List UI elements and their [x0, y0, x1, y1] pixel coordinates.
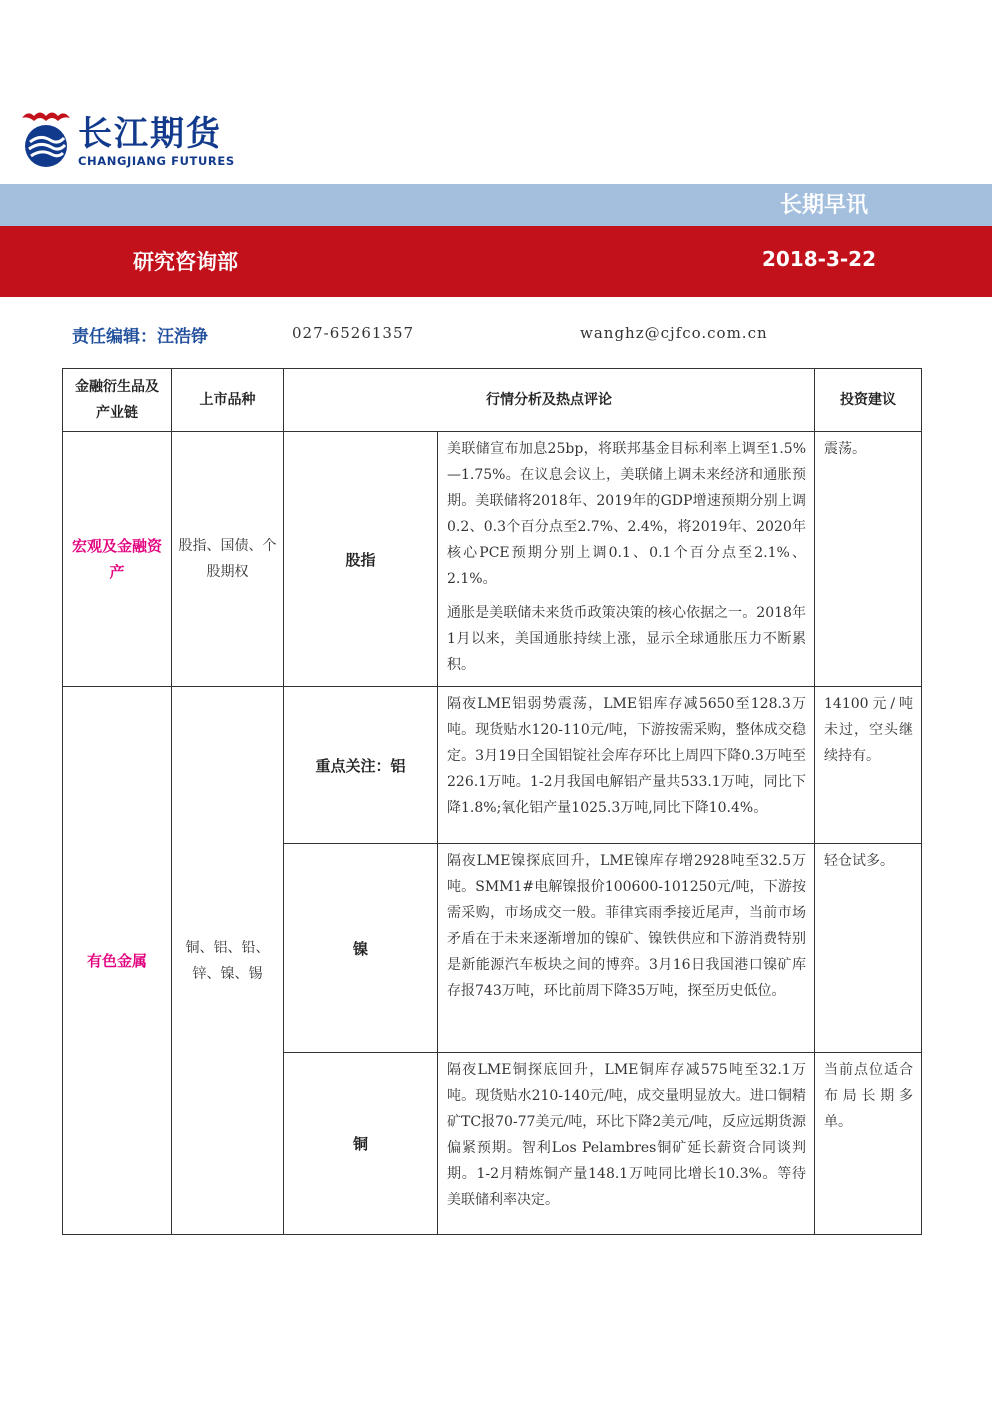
analysis-macro-p2: 通胀是美联储未来货币政策决策的核心依据之一。2018年1月以来，美国通胀持续上涨，显示全球通胀压力不断累积。	[447, 605, 806, 673]
advice-macro: 震荡。	[815, 432, 922, 687]
report-date: 2018-3-22	[762, 247, 877, 271]
editor-label: 责任编辑：汪浩铮	[72, 327, 208, 347]
advice-copper: 当前点位适合布局长期多单。	[815, 1053, 922, 1235]
report-table	[62, 368, 922, 1235]
logo-name-en: CHANGJIANG FUTURES	[78, 154, 235, 168]
company-logo	[18, 108, 258, 172]
focus-nickel: 镍	[284, 844, 438, 1053]
analysis-nickel: 隔夜LME镍探底回升，LME镍库存增2928吨至32.5万吨。SMM1#电解镍报价100600-101250元/吨，下游按需采购，市场成交一般。菲律宾雨季接近尾声，当前市场矛盾在于未来逐渐增加的镍矿、镍铁供应和下游消费特别是新能源汽车板块之间的博弈。3月16日我国港口镍矿库存报743万吨，环比前周下降35万吨，探至历史低位。	[438, 844, 815, 1053]
analysis-copper: 隔夜LME铜探底回升，LME铜库存减575吨至32.1万吨。现货贴水210-140元/吨，成交量明显放大。进口铜精矿TC报70-77美元/吨，环比下降2美元/吨，反应远期货源偏紧预期。智利Los Pelambres铜矿延长薪资合同谈判期。1-2月精炼铜产量148.1万吨同比增长10.3%。等待美联储利率决定。	[438, 1053, 815, 1235]
advice-nickel: 轻仓试多。	[815, 844, 922, 1053]
header-category: 金融衍生品及产业链	[63, 369, 172, 432]
logo-name-cn: 长江期货	[78, 114, 222, 154]
department-name: 研究咨询部	[133, 250, 238, 274]
header-analysis: 行情分析及热点评论	[284, 369, 815, 432]
advice-aluminum: 14100元/吨未过，空头继续持有。	[815, 687, 922, 844]
publication-title: 长期早讯	[779, 193, 868, 218]
analysis-macro	[438, 432, 815, 687]
table-row	[63, 432, 922, 687]
analysis-aluminum: 隔夜LME铝弱势震荡，LME铝库存减5650至128.3万吨。现货贴水120-110元/吨，下游按需采购，整体成交稳定。3月19日全国铝锭社会库存环比上周四下降0.3万吨至226.1万吨。1-2月我国电解铝产量共533.1万吨，同比下降1.8%;氧化铝产量1025.3万吨,同比下降10.4%。	[438, 687, 815, 844]
table-row	[63, 687, 922, 844]
editor-line	[0, 322, 992, 352]
focus-macro: 股指	[284, 432, 438, 687]
analysis-macro-p1: 美联储宣布加息25bp，将联邦基金目标利率上调至1.5%—1.75%。在议息会议上，美联储上调未来经济和通胀预期。美联储将2018年、2019年的GDP增速预期分别上调0.2、0.3个百分点至2.7%、2.4%，将2019年、2020年核心PCE预期分别上调0.1、0.1个百分点至2.1%、2.1%。	[447, 441, 806, 587]
header-advice: 投资建议	[815, 369, 922, 432]
editor-phone: 027-65261357	[292, 324, 415, 342]
header-band-red	[0, 226, 992, 297]
category-metals: 有色金属	[63, 687, 172, 1235]
editor-email: wanghz@cjfco.com.cn	[580, 324, 768, 342]
header-band-blue	[0, 184, 992, 226]
focus-aluminum: 重点关注：铝	[284, 687, 438, 844]
category-macro: 宏观及金融资产	[63, 432, 172, 687]
logo-emblem-icon	[18, 108, 74, 170]
products-macro: 股指、国债、个股期权	[172, 432, 284, 687]
table-header-row	[63, 369, 922, 432]
focus-copper: 铜	[284, 1053, 438, 1235]
header-products: 上市品种	[172, 369, 284, 432]
products-metals: 铜、铝、铅、锌、镍、锡	[172, 687, 284, 1235]
